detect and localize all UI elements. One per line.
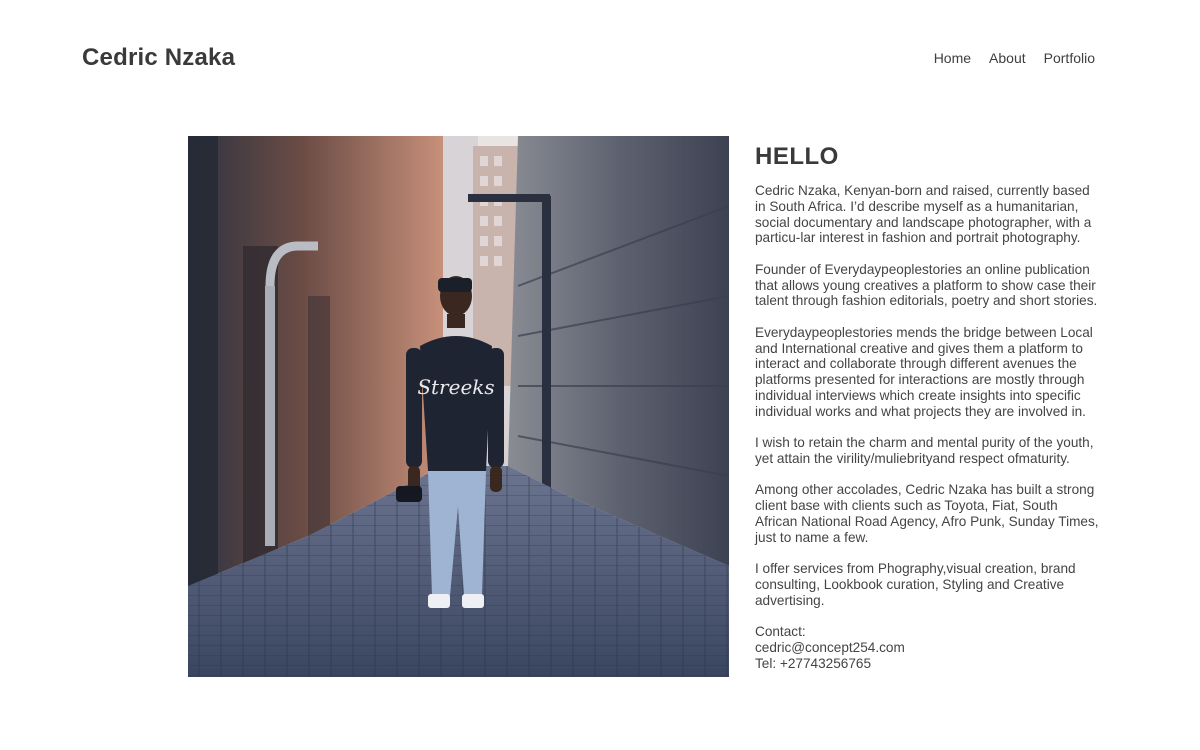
- hello-heading: HELLO: [755, 143, 839, 170]
- site-title[interactable]: Cedric Nzaka: [82, 44, 236, 71]
- about-section: [755, 143, 1100, 687]
- services-paragraph: I offer services from Phography,visual creation, brand consulting, Lookbook curation, Styling and Creative advertising.: [755, 561, 1076, 608]
- nav-about-link[interactable]: About: [989, 50, 1026, 66]
- founder-paragraph: Founder of Everydaypeoplestories an online publication that allows young creatives a platform to show case their talent through fashion editorials, poetry and short stories.: [755, 261, 1098, 309]
- nav-home-link[interactable]: Home: [933, 50, 972, 66]
- portrait-photo: [188, 136, 729, 677]
- main-nav: [934, 50, 1095, 66]
- nav-portfolio-link[interactable]: Portfolio: [1043, 50, 1095, 66]
- contact-phone[interactable]: Tel: +27743256765: [755, 655, 872, 671]
- aspiration-paragraph: I wish to retain the charm and mental purity of the youth, yet attain the virility/muliebrityand respect ofmaturity.: [755, 435, 1094, 466]
- bio-paragraph: Cedric Nzaka, Kenyan-born and raised, currently based in South Africa. I’d describe myself as a humanitarian, social documentary and landscape photographer, with a particu-lar interest in fashion and portrait photography.: [755, 183, 1092, 246]
- shirt-text: Streeks: [417, 375, 495, 399]
- contact-block: [755, 624, 1100, 671]
- contact-email[interactable]: cedric@concept254.com: [755, 639, 905, 655]
- clients-paragraph: Among other accolades, Cedric Nzaka has built a strong client base with clients such as Toyota, Fiat, South African National Road Agency, Afro Punk, Sunday Times, just to name a few.: [755, 482, 1099, 545]
- contact-label: Contact:: [755, 624, 806, 640]
- platform-paragraph: Everydaypeoplestories mends the bridge between Local and International creative and gives them a platform to interact and collaborate through different avenues the platforms presented for interactions are mostly through individual interviews which create insights into specific individual works and what projects they are involved in.: [755, 324, 1093, 419]
